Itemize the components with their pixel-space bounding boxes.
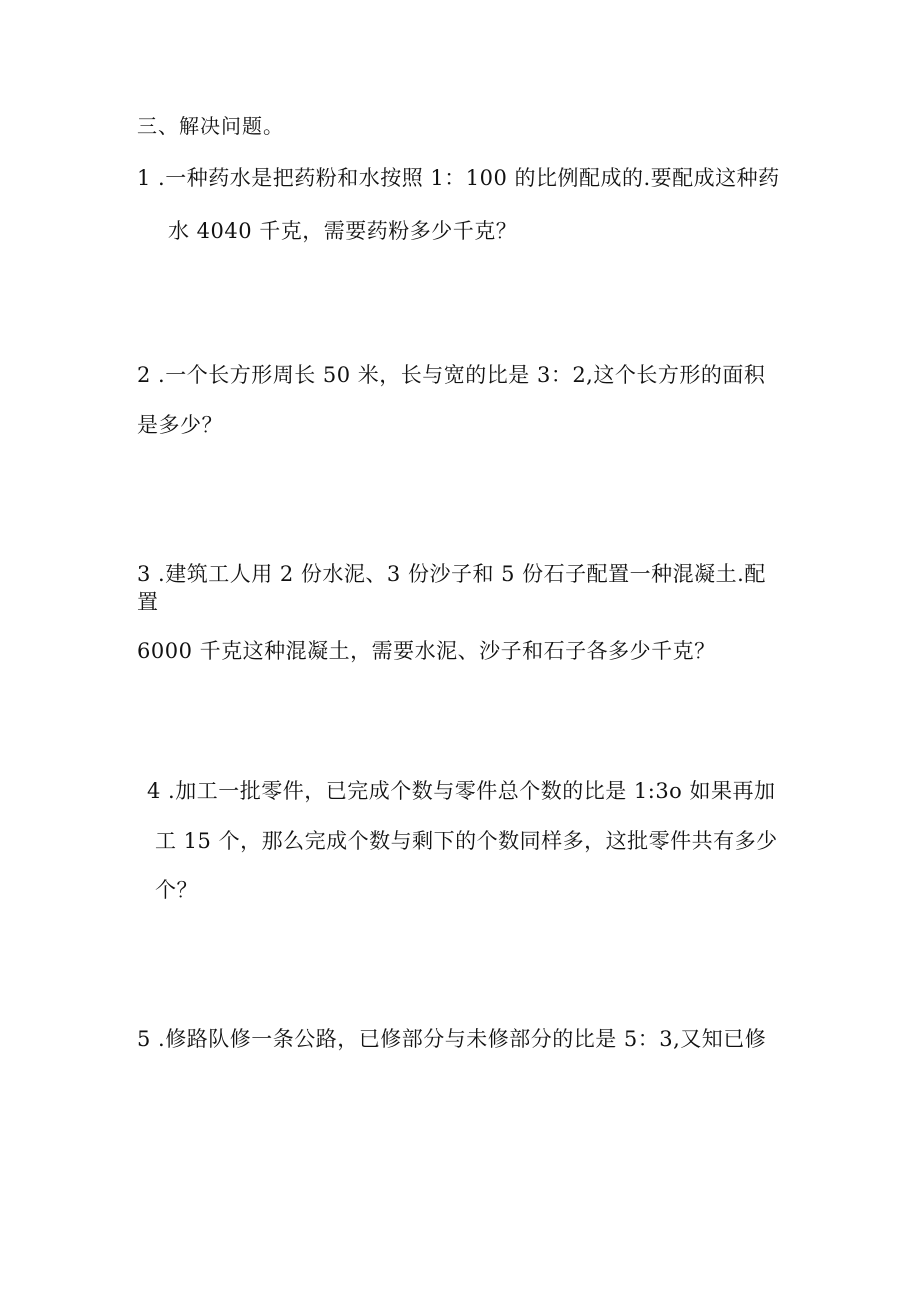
problem-1-line-1: 1 .一种药水是把药粉和水按照 1：100 的比例配成的.要配成这种药 [137, 166, 780, 190]
problem-4-line-3: 个？ [155, 878, 198, 902]
problem-3-line-2: 置 [137, 590, 159, 614]
problem-3-line-3: 6000 千克这种混凝土，需要水泥、沙子和石子各多少千克？ [137, 639, 716, 663]
problem-3-line-1: 3 .建筑工人用 2 份水泥、3 份沙子和 5 份石子配置一种混凝土.配 [137, 562, 766, 586]
problem-1-line-2: 水 4040 千克，需要药粉多少千克？ [168, 219, 518, 243]
problem-4-line-1: 4 .加工一批零件，已完成个数与零件总个数的比是 1:3o 如果再加 [147, 779, 776, 803]
problem-2-line-2: 是多少？ [137, 413, 223, 437]
problem-2-line-1: 2 .一个长方形周长 50 米，长与宽的比是 3：2,这个长方形的面积 [137, 363, 766, 387]
problem-5-line-1: 5 .修路队修一条公路，已修部分与未修部分的比是 5：3,又知已修 [137, 1027, 767, 1051]
problem-4-line-2: 工 15 个，那么完成个数与剩下的个数同样多，这批零件共有多少 [155, 829, 778, 853]
section-heading: 三、解决问题。 [137, 114, 284, 138]
